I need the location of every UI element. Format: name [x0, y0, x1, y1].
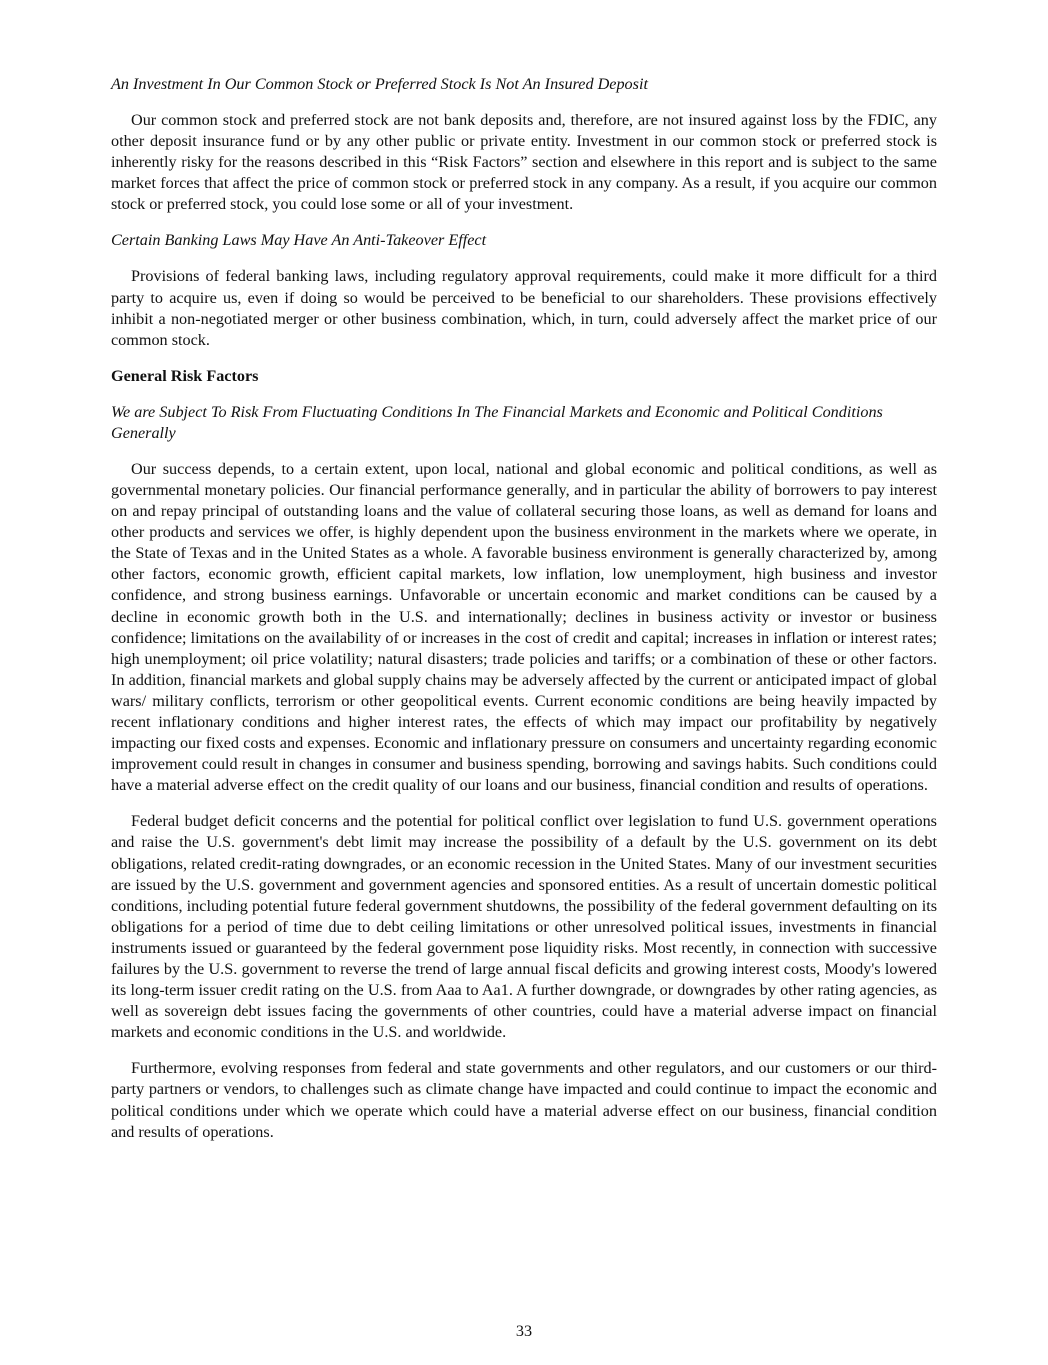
section-heading-anti-takeover: Certain Banking Laws May Have An Anti-Takeover Effect	[111, 231, 487, 250]
paragraph-insured-deposit: Our common stock and preferred stock are not bank deposits and, therefore, are not insured against loss by the FDIC, any other deposit insurance fund or by any other public or private entity. Investment in our common stock or preferred stock is inherently risky for the reasons described in this “Risk Factors” section and elsewhere in this report and is subject to the same market forces that affect the price of common stock or preferred stock in any company. As a result, if you acquire our common stock or preferred stock, you could lose some or all of your investment.	[111, 111, 937, 214]
section-title-general-risk-factors: General Risk Factors	[111, 366, 259, 385]
page-number: 33	[515, 1322, 533, 1340]
document-page	[111, 74, 937, 1158]
paragraph-anti-takeover: Provisions of federal banking laws, including regulatory approval requirements, could make it more difficult for a third party to acquire us, even if doing so would be perceived to be beneficial to our shareholders. These provisions effectively inhibit a non-negotiated merger or other business combination, which, in turn, could adversely affect the market price of our common stock.	[111, 267, 937, 349]
section-heading-fluctuating-conditions: We are Subject To Risk From Fluctuating Conditions In The Financial Markets and Economic and Political Conditions Generally	[111, 402, 883, 442]
paragraph-climate-change: Furthermore, evolving responses from federal and state governments and other regulators, and our customers or our third-party partners or vendors, to challenges such as climate change have impacted and could continue to impact the economic and political conditions under which we operate which could have a material adverse effect on our business, financial condition and results of operations.	[111, 1059, 937, 1141]
section-heading-insured-deposit: An Investment In Our Common Stock or Preferred Stock Is Not An Insured Deposit	[111, 75, 648, 93]
paragraph-federal-budget: Federal budget deficit concerns and the potential for political conflict over legislation to fund U.S. government operations and raise the U.S. government's debt limit may increase the possibility of a default by the U.S. government on its debt obligations, related credit-rating downgrades, or an economic recession in the United States. Many of our investment securities are issued by the U.S. government and government agencies and sponsored entities. As a result of uncertain domestic political conditions, including potential future federal government shutdowns, the possibility of the federal government defaulting on its obligations for a period of time due to debt ceiling limitations or other unresolved political issues, investments in financial instruments issued or guaranteed by the federal government pose liquidity risks. Most recently, in connection with successive failures by the U.S. government to reverse the trend of large annual fiscal deficits and growing interest costs, Moody's lowered its long-term issuer credit rating on the U.S. from Aaa to Aa1. A further downgrade, or downgrades by other rating agencies, as well as sovereign debt issues facing the governments of other countries, could have a material adverse impact on financial markets and economic conditions in the U.S. and worldwide.	[111, 812, 937, 1042]
paragraph-economic-conditions: Our success depends, to a certain extent, upon local, national and global economic and political conditions, as well as governmental monetary policies. Our financial performance generally, and in particular the ability of borrowers to pay interest on and repay principal of outstanding loans and the value of collateral securing those loans, as well as demand for loans and other products and services we offer, is highly dependent upon the business environment in the markets where we operate, in the State of Texas and in the United States as a whole. A favorable business environment is generally characterized by, among other factors, economic growth, efficient capital markets, low inflation, low unemployment, high business and investor confidence, and strong business earnings. Unfavorable or uncertain economic and market conditions can be caused by a decline in economic growth both in the U.S. and internationally; declines in business activity or investor or business confidence; limitations on the availability of or increases in the cost of credit and capital; increases in inflation or interest rates; high unemployment; oil price volatility; natural disasters; trade policies and tariffs; or a combination of these or other factors. In addition, financial markets and global supply chains may be adversely affected by the current or anticipated impact of global wars/ military conflicts, terrorism or other geopolitical events. Current economic conditions are being heavily impacted by recent inflationary conditions and higher interest rates, the effects of which may impact our profitability by negatively impacting our fixed costs and expenses. Economic and inflationary pressure on consumers and uncertainty regarding economic improvement could result in changes in consumer and business spending, borrowing and savings habits. Such conditions could have a material adverse effect on the credit quality of our loans and our business, financial condition and results of operations.	[111, 459, 937, 795]
